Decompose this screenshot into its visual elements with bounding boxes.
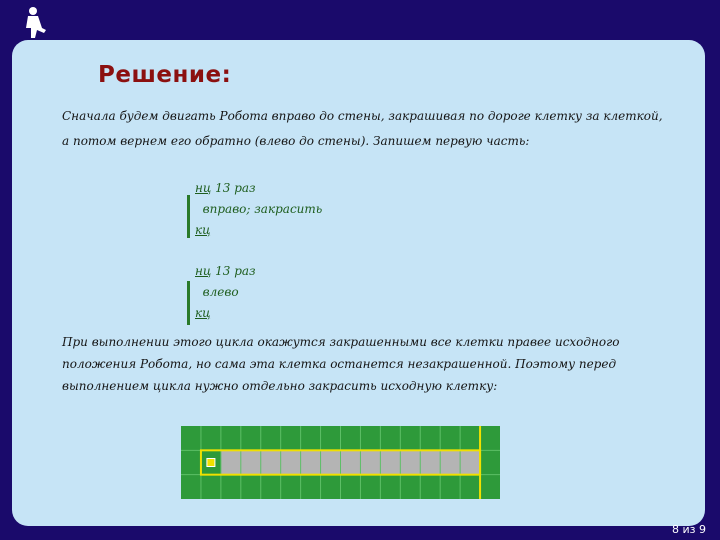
loop-count: 13 раз [215,264,256,278]
robot-field [181,426,500,499]
keyword-nc: нц [195,264,212,278]
loop-bracket [187,195,190,238]
loop-footer [195,303,256,324]
logo-icon [22,6,48,40]
loop-footer [195,220,322,241]
page-number: 8 из 9 [672,523,706,536]
slide-title: Решение: [98,62,232,88]
loop-count: 13 раз [215,181,256,195]
loop-bracket [187,281,190,325]
painted-cells [221,450,480,474]
keyword-kc: кц [195,223,211,237]
loop-body [195,199,322,220]
loop-body [195,282,256,303]
loop-header [195,178,322,199]
intro-text: Сначала будем двигать Робота вправо до стены, закрашивая по дороге клетку за клеткой, а потом вернем его обратно (влево до стены). Запишем первую часть: [62,109,663,148]
keyword-nc: нц [195,181,212,195]
loop-body-text: вправо; закрасить [202,202,323,216]
loop-body-text: влево [202,285,239,299]
loop-header [195,261,256,282]
outro-text: При выполнении этого цикла окажутся закрашенными все клетки правее исходного положения Робота, но сама эта клетка останется незакрашенной. Поэтому перед выполнением цикла нужно отдельно закрасить исходную клетку: [62,335,620,393]
keyword-kc: кц [195,306,211,320]
code-block-left [195,261,256,324]
code-block-right [195,178,322,241]
robot-icon [207,459,215,467]
